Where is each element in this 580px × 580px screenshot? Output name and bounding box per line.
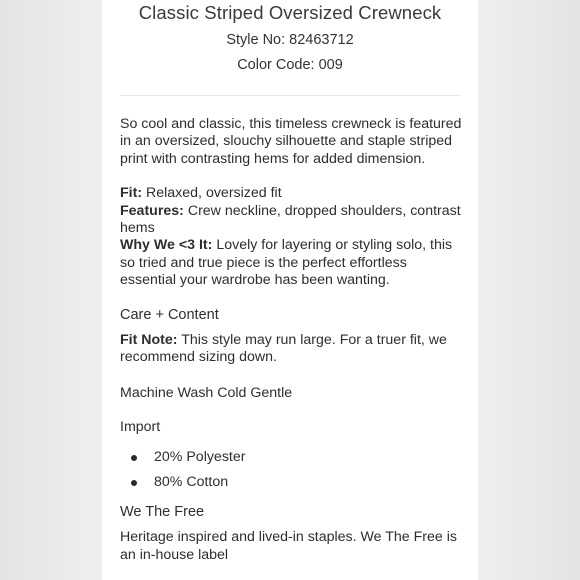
material-text: 80% Cotton <box>154 473 229 490</box>
fit-label: Fit: <box>120 185 143 202</box>
intro-paragraph: So cool and classic, this timeless crewneck is featured in an oversized, slouchy silhouette and staple striped print with contrasting hems for added dimension. <box>120 116 462 167</box>
list-item <box>120 445 466 470</box>
left-background <box>0 0 102 580</box>
features-label: Features: <box>120 202 184 219</box>
features-line <box>120 203 466 238</box>
fit-line <box>120 185 466 202</box>
brand-text: Heritage inspired and lived-in staples. We The Free is an in-house label <box>120 529 457 563</box>
fit-note <box>120 332 466 367</box>
why-value: Lovely for layering or styling solo, this so tried and true piece is the perfect effortless essential your wardrobe has been wanting. <box>120 237 453 289</box>
wash-instructions: Machine Wash Cold Gentle <box>120 384 293 401</box>
right-background <box>478 0 580 580</box>
list-item <box>120 470 466 495</box>
why-line <box>120 237 466 289</box>
brand-heading: We The Free <box>120 503 205 520</box>
header-divider <box>120 95 460 96</box>
care-heading: Care + Content <box>120 306 219 323</box>
bullet-icon <box>131 455 137 461</box>
materials-list <box>120 445 466 495</box>
product-title: Classic Striped Oversized Crewneck <box>138 2 442 23</box>
fit-note-value: This style may run large. For a truer fit, we recommend sizing down. <box>120 332 447 366</box>
import-label: Import <box>120 419 161 436</box>
product-description-card <box>102 0 478 580</box>
material-text: 20% Polyester <box>154 448 246 465</box>
why-label: Why We <3 It: <box>120 237 213 254</box>
description-content <box>120 116 466 564</box>
bullet-icon <box>131 480 137 486</box>
fit-value: Relaxed, oversized fit <box>142 185 282 202</box>
color-code: Color Code: 009 <box>237 57 343 73</box>
features-value: Crew neckline, dropped shoulders, contrast hems <box>120 202 461 237</box>
style-number: Style No: 82463712 <box>226 32 354 48</box>
fit-note-label: Fit Note: <box>120 332 178 349</box>
